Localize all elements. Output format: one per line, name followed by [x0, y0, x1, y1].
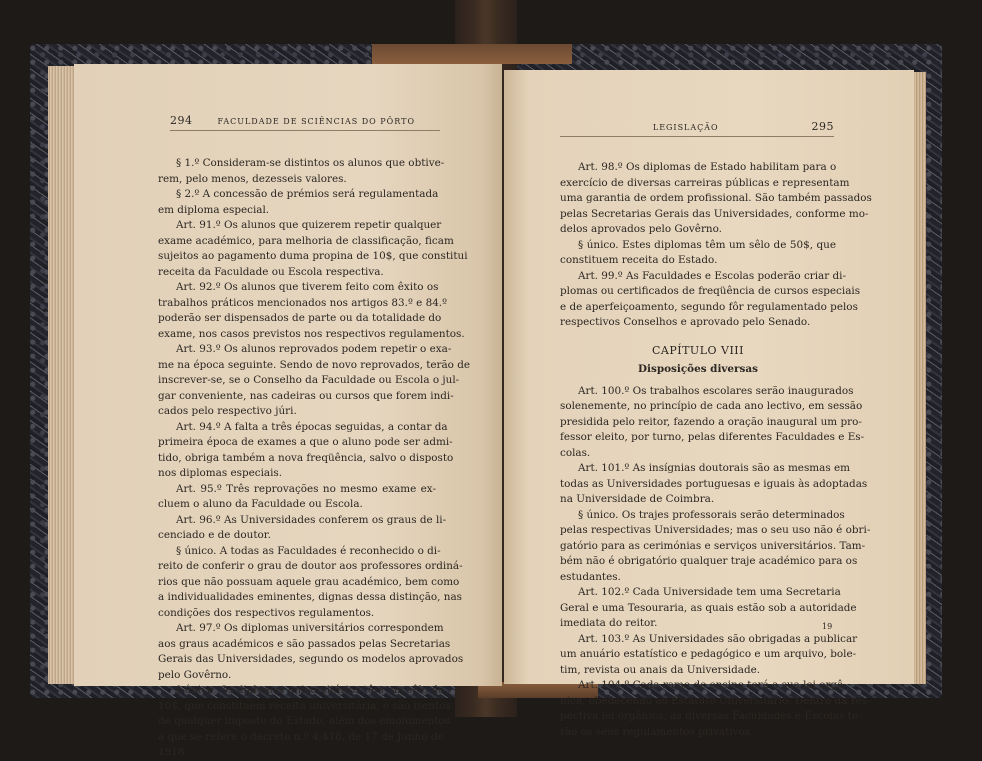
- text-line: Geral e uma Tesouraria, as quais estão sob a autoridade: [560, 601, 857, 614]
- text-line: § único. Os diplomas universitários têm um sêlo de: [176, 684, 445, 696]
- text-line: pelo Govêrno.: [158, 668, 232, 681]
- text-line: na Universidade de Coimbra.: [560, 493, 715, 505]
- text-line: colas.: [560, 446, 591, 459]
- right-text-after: [560, 384, 871, 741]
- text-line: estudantes.: [560, 570, 621, 583]
- text-line: Art. 98.º Os diplomas de Estado habilitam para o: [578, 161, 837, 173]
- text-line: sujeitos ao pagamento duma propina de 10$, que constitui: [158, 250, 468, 262]
- text-line: pectiva lei orgânica, as diversas Faculdades e Escolas te-: [560, 710, 862, 722]
- text-line: pelas respectivas Universidades; mas o seu uso não é obri-: [560, 524, 871, 536]
- text-line: § único. Estes diplomas têm um sêlo de 50$, que: [578, 238, 836, 251]
- text-line: Art. 96.º As Universidades conferem os graus de li-: [176, 513, 447, 526]
- text-line: Gerais das Universidades, segundo os modelos aprovados: [158, 653, 464, 665]
- left-page-number: 294: [170, 114, 193, 127]
- left-running-head: [170, 114, 440, 131]
- text-line: § 1.º Consideram-se distintos os alunos que obtive-: [176, 157, 445, 169]
- text-line: de qualquer imposto do Estado, além dos emolumentos: [158, 715, 450, 727]
- text-line: Art. 94.º A falta a três épocas seguidas, a contar da: [176, 420, 448, 433]
- text-line: fessor eleito, por turno, pelas diferentes Faculdades e Es-: [560, 431, 865, 443]
- text-line: exame, nos casos previstos nos respectivos regulamentos.: [158, 327, 465, 340]
- right-page-number: 295: [811, 120, 834, 133]
- text-line: nica, obedecendo ao Estatuto Universitário. Dentro da res-: [560, 694, 871, 707]
- text-line: § único. Os trajes professorais serão determinados: [578, 508, 845, 521]
- text-line: bém não é obrigatório qualquer traje académico para os: [560, 555, 858, 567]
- text-line: tim, revista ou anais da Universidade.: [560, 663, 761, 676]
- text-line: Art. 99.º As Faculdades e Escolas poderão criar di-: [578, 269, 847, 282]
- chapter-heading: CAPÍTULO VIII: [651, 343, 744, 357]
- text-line: nos diplomas especiais.: [158, 467, 283, 479]
- text-line: cluem o aluno da Faculdade ou Escola.: [158, 498, 363, 510]
- text-line: aos graus académicos e são passados pelas Secretarias: [158, 637, 451, 650]
- text-line: a individualidades eminentes, dignas dessa distinção, nas: [158, 591, 462, 603]
- left-page: [74, 64, 502, 758]
- text-line: rem, pelo menos, dezesseis valores.: [158, 172, 347, 185]
- text-line: Art. 103.º As Universidades são obrigadas a publicar: [578, 632, 858, 645]
- text-line: trabalhos práticos mencionados nos artigos 83.º e 84.º: [158, 296, 447, 309]
- text-line: § único. A todas as Faculdades é reconhecido o di-: [176, 544, 441, 557]
- right-running-title: LEGISLAÇÃO: [652, 123, 719, 132]
- text-line: exercício de diversas carreiras públicas e representam: [560, 176, 850, 189]
- text-line: reito de conferir o grau de doutor aos professores ordiná-: [158, 560, 463, 572]
- text-line: me na época seguinte. Sendo de novo reprovados, terão de: [158, 358, 471, 371]
- page-stack-right: [912, 72, 926, 684]
- text-line: tido, obriga também a nova freqüência, salvo o disposto: [158, 451, 454, 464]
- text-line: respectivos Conselhos e aprovado pelo Senado.: [560, 316, 811, 328]
- text-line: constituem receita do Estado.: [560, 254, 718, 266]
- leather-corner-top: [372, 44, 572, 64]
- text-line: Art. 93.º Os alunos reprovados podem repetir o exa-: [176, 343, 452, 355]
- right-page-text: [560, 160, 872, 740]
- right-page: [504, 70, 914, 738]
- text-line: Art. 97.º Os diplomas universitários correspondem: [176, 622, 444, 634]
- text-line: e de aperfeiçoamento, segundo fôr regulamentado pelos: [560, 300, 858, 313]
- left-page-text: [158, 156, 471, 761]
- text-line: um anuário estatístico e pedagógico e um arquivo, bole-: [560, 648, 857, 660]
- text-line: em diploma especial.: [158, 203, 270, 216]
- text-line: imediata do reitor.: [560, 617, 658, 629]
- text-line: § 2.º A concessão de prémios será regulamentada: [176, 188, 439, 200]
- text-line: Art. 92.º Os alunos que tiverem feito com êxito os: [176, 281, 439, 293]
- section-heading: Disposições diversas: [638, 363, 758, 375]
- text-line: a que se refere o decreto n.º 4:418, de 17 de Junho de: [158, 730, 444, 743]
- left-running-title: FACULDADE DE SCIÊNCIAS DO PÔRTO: [217, 117, 415, 126]
- text-line: receita da Faculdade ou Escola respectiva.: [158, 265, 384, 278]
- text-line: presidida pelo reitor, fazendo a oração inaugural um pro-: [560, 415, 862, 428]
- text-line: plomas ou certificados de freqüência de cursos especiais: [560, 285, 861, 297]
- right-text-before: [560, 160, 872, 331]
- text-line: cados pelo respectivo júri.: [158, 405, 297, 417]
- text-line: delos aprovados pelo Govêrno.: [560, 223, 722, 235]
- right-running-head: [560, 120, 834, 137]
- text-line: Art. 101.º As insígnias doutorais são as mesmas em: [578, 462, 850, 474]
- text-line: inscrever-se, se o Conselho da Faculdade ou Escola o jul-: [158, 374, 460, 386]
- text-line: gar conveniente, nas cadeiras ou cursos que forem indi-: [158, 389, 454, 402]
- text-line: Art. 102.º Cada Universidade tem uma Secretaria: [578, 586, 841, 598]
- text-line: pelas Secretarias Gerais das Universidades, conforme mo-: [560, 207, 869, 220]
- signature-mark: 19: [822, 622, 833, 631]
- text-line: rão os seus regulamentos privativos.: [560, 725, 754, 738]
- text-line: cenciado e de doutor.: [158, 529, 271, 541]
- text-line: Art. 91.º Os alunos que quizerem repetir qualquer: [176, 219, 442, 231]
- text-line: poderão ser dispensados de parte ou da totalidade do: [158, 312, 442, 324]
- text-line: exame académico, para melhoria de classificação, ficam: [158, 234, 454, 247]
- text-line: rios que não possuam aquele grau académico, bem como: [158, 575, 460, 588]
- text-line: condições dos respectivos regulamentos.: [158, 606, 375, 619]
- text-line: solenemente, no princípio de cada ano lectivo, em sessão: [560, 400, 863, 412]
- text-line: uma garantia de ordem profissional. São também passados: [560, 192, 872, 204]
- text-line: gatório para as cerimónias e serviços universitários. Tam-: [560, 539, 866, 552]
- text-line: primeira época de exames a que o aluno pode ser admi-: [158, 436, 453, 448]
- text-line: Art. 104.º Cada ramo de ensino terá a sua lei orgâ-: [578, 679, 847, 691]
- text-line: Art. 100.º Os trabalhos escolares serão inaugurados: [578, 384, 854, 397]
- text-line: todas as Universidades portuguesas e iguais às adoptadas: [560, 477, 868, 490]
- text-line: 1918.: [158, 746, 188, 758]
- text-line: 10$, que constituem receita universitária, e são isentos: [158, 699, 451, 712]
- text-line: Art. 95.º Três reprovações no mesmo exame ex-: [176, 482, 436, 495]
